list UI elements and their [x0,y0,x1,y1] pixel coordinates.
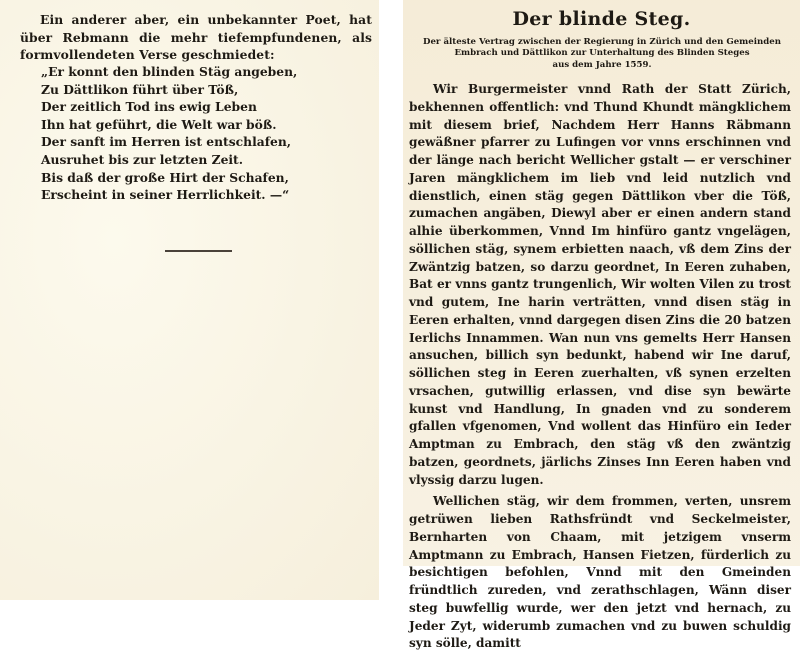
poem-line: Der sanft im Herren ist entschlafen, [41,134,292,150]
subtitle-line: Embrach und Dättlikon zur Unterhaltung des Blinden Steges [454,48,750,59]
poem-line: Ausruhet bis zur letzten Zeit. [41,151,244,167]
poem-line: Zu Dättlikon führt über Töß, [41,81,239,97]
poem-verse [41,63,297,204]
body-paragraph: Wellichen stäg, wir dem frommen, verten, unsrem getrüwen lieben Rathsfründt vnd Seckelmeister, Bernharten von Chaam, mit jetzigem vnserm Amptmann zu Embrach, Hansen Fietzen, fürderlich zu besichtigen befohlen, Vnnd mit den Gmeinden fründtlich zureden, vnd zerathschlagen, Wänn diser steg buwfellig wurde, wer den jetzt vnd hernach, zu Jeder Zyt, widerumb zumachen vnd zu buwen schuldig syn sölle, damitt [409,494,791,651]
contract-text [409,81,791,653]
subtitle-line: aus dem Jahre 1559. [552,59,652,70]
left-intro-paragraph: Ein anderer aber, ein unbekannter Poet, hat über Rebmann die mehr tiefempfundenen, als formvollendeten Verse geschmiedet: [20,12,372,63]
page-title: Der blinde Steg. [512,8,691,30]
poem-line: „Er konnt den blinden Stäg angeben, [41,64,298,79]
section-divider [165,250,232,252]
poem-line: Bis daß der große Hirt der Schafen, [41,169,289,185]
subtitle [410,37,794,71]
poem-line: Erscheint in seiner Herrlichkeit. —“ [41,187,290,203]
body-paragraph: Wir Burgermeister vnnd Rath der Statt Zürich, bekhennen offentlich: vnd Thund Khundt mängklichem mit diesem brief, Nachdem Herr Hanns Räbmann gewäßner pfarrer zu Lufingen vor vnns erschinnen vnd der länge nach bericht Wellicher gstalt — er verschiner Jaren mängklichem im lieb vnd leid nutzlich vnd dienstlich, einen stäg gegen Dättlikon vber die Töß, zumachen angäben, Diewyl aber er einen andern stand alhie überkommen, Vnnd Im hinfüro gantz vngelägen, söllichen stäg, synem erbietten naach, vß dem Zins der Zwäntzig batzen, so darzu geordnet, In Eeren zuhaben, Bat er vnns gantz trungenlich, Wir wolten Vilen zu trost vnd gutem, Ine harin verträtten, vnnd disen stäg in Eeren erhalten, vnnd dargegen disen Zins die 20 batzen Ierlichs Innammen. Wan nun vns gemelts Herr Hansen ansuchen, billich syn bedunkt, habend wir Ine daruf, söllichen steg in Eeren zuerhalten, vß synen erzelten vrsachen, gutwillig erlassen, vnd dise syn bewärte kunst vnd Handlung, In gnaden vnd zu sonderem gfallen vfgenomen, Vnd wollent das Hinfüro ein Ieder Amptman zu Embrach, den stäg vß den zwäntzig batzen, geordnets, järlichs Zinses Inn Eeren haben vnd vlyssig darzu lugen. [409,82,791,487]
poem-line: Der zeitlich Tod ins ewig Leben [41,99,257,115]
subtitle-line: Der älteste Vertrag zwischen der Regierung in Zürich und den Gemeinden [423,37,781,47]
poem-line: Ihn hat geführt, die Welt war böß. [41,116,277,132]
